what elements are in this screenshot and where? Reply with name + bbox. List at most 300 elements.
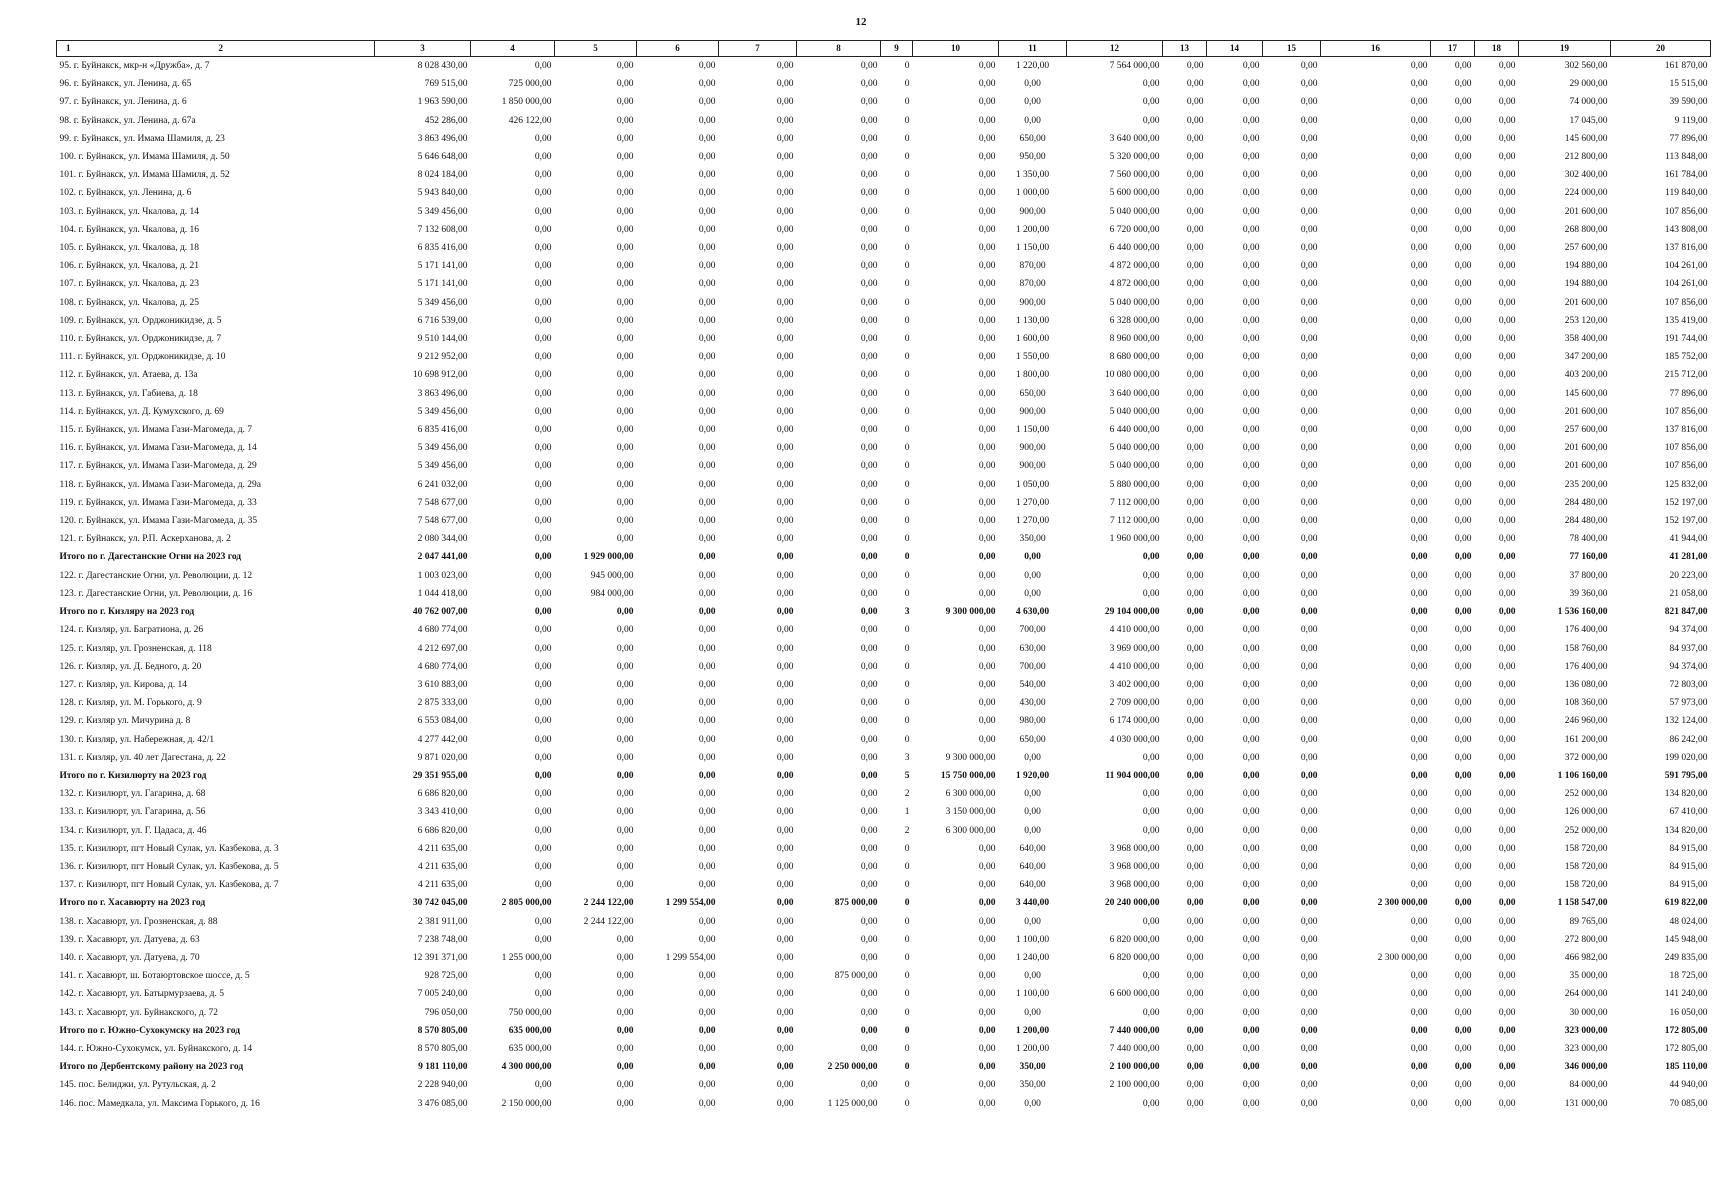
value-cell: 0,00	[1410, 334, 1428, 345]
value-cell: 0,00	[1498, 880, 1516, 891]
value-cell: 0,00	[1142, 1007, 1160, 1018]
value-cell: 0,00	[860, 334, 878, 345]
value-cell: 1 200,00	[1015, 1043, 1050, 1054]
value-cell: 0,00	[978, 115, 996, 126]
value-cell: 0,00	[776, 97, 794, 108]
table-row	[57, 330, 1711, 348]
value-cell: 0,00	[698, 989, 716, 1000]
value-cell: 5 600 000,00	[1109, 188, 1160, 199]
value-cell: 0,00	[1242, 297, 1260, 308]
value-cell: 0,00	[1186, 115, 1204, 126]
value-cell: 7 112 000,00	[1109, 497, 1160, 508]
value-cell: 0,00	[1454, 625, 1472, 636]
value-cell: 0,00	[1186, 843, 1204, 854]
value-cell: 0,00	[616, 115, 634, 126]
value-cell: 0,00	[860, 934, 878, 945]
value-cell: 0,00	[978, 61, 996, 71]
value-cell: 0,00	[1186, 206, 1204, 217]
value-cell: 0	[904, 170, 910, 181]
value-cell: 0,00	[1454, 243, 1472, 254]
value-cell: 0	[904, 388, 910, 399]
value-cell: 0,00	[1300, 698, 1318, 709]
value-cell: 0	[904, 679, 910, 690]
value-cell: 176 400,00	[1564, 661, 1608, 672]
value-cell: 0,00	[616, 1080, 634, 1091]
value-cell: 0,00	[1498, 243, 1516, 254]
value-cell: 0,00	[1454, 989, 1472, 1000]
value-cell: 0,00	[776, 388, 794, 399]
value-cell: 0,00	[1242, 625, 1260, 636]
value-cell: 0	[904, 1025, 910, 1036]
value-cell: 0,00	[1242, 188, 1260, 199]
value-cell: 0,00	[616, 625, 634, 636]
value-cell: 0,00	[776, 479, 794, 490]
value-cell: 350,00	[1019, 1062, 1046, 1073]
address-cell: 139. г. Хасавюрт, ул. Датуева, д. 63	[59, 934, 200, 945]
value-cell: 0,00	[776, 1043, 794, 1054]
value-cell: 0,00	[776, 1098, 794, 1109]
value-cell: 0,00	[698, 388, 716, 399]
value-cell: 0,00	[616, 643, 634, 654]
value-cell: 0,00	[534, 770, 552, 781]
value-cell: 0,00	[1498, 224, 1516, 235]
table-row	[57, 494, 1711, 512]
value-cell: 0,00	[1242, 152, 1260, 163]
value-cell: 0,00	[1300, 534, 1318, 545]
address-cell: 144. г. Южно-Сухокумск, ул. Буйнакского, д. 14	[59, 1043, 253, 1054]
value-cell: 0,00	[698, 934, 716, 945]
value-cell: 135 419,00	[1664, 315, 1708, 326]
value-cell: 4 410 000,00	[1109, 625, 1160, 636]
table-row	[57, 385, 1711, 403]
value-cell: 3 863 496,00	[417, 388, 468, 399]
value-cell: 0,00	[1142, 807, 1160, 818]
value-cell: 30 742 045,00	[412, 898, 468, 909]
address-cell: 96. г. Буйнакск, ул. Ленина, д. 65	[59, 79, 192, 90]
value-cell: 0,00	[978, 898, 996, 909]
value-cell: 0,00	[1410, 588, 1428, 599]
value-cell: 0,00	[1242, 1043, 1260, 1054]
value-cell: 769 515,00	[424, 79, 468, 90]
value-cell: 0,00	[616, 607, 634, 618]
address-cell: Итого по Дербентскому району на 2023 год	[59, 1062, 244, 1073]
table-row	[57, 130, 1711, 148]
value-cell: 0,00	[776, 679, 794, 690]
value-cell: 0,00	[534, 880, 552, 891]
table-row	[57, 184, 1711, 202]
value-cell: 372 000,00	[1564, 752, 1608, 763]
value-cell: 0,00	[1410, 716, 1428, 727]
value-cell: 0,00	[698, 1080, 716, 1091]
value-cell: 0,00	[1242, 352, 1260, 363]
value-cell: 21 058,00	[1669, 588, 1708, 599]
value-cell: 1 960 000,00	[1109, 534, 1160, 545]
value-cell: 2	[904, 789, 910, 800]
value-cell: 0,00	[1242, 1062, 1260, 1073]
address-cell: Итого по г. Южно-Сухокумску на 2023 год	[59, 1025, 241, 1036]
value-cell: 152 197,00	[1664, 516, 1708, 527]
value-cell: 0,00	[1410, 1007, 1428, 1018]
value-cell: 0,00	[1186, 188, 1204, 199]
header-cell: 17	[1431, 41, 1475, 57]
value-cell: 0,00	[978, 461, 996, 472]
value-cell: 0,00	[1410, 206, 1428, 217]
value-cell: 0,00	[616, 279, 634, 290]
value-cell: 0,00	[534, 315, 552, 326]
value-cell: 0,00	[1242, 898, 1260, 909]
value-cell: 0,00	[776, 497, 794, 508]
value-cell: 0,00	[1242, 679, 1260, 690]
table-row	[57, 949, 1711, 967]
value-cell: 5 320 000,00	[1109, 152, 1160, 163]
value-cell: 5 040 000,00	[1109, 461, 1160, 472]
value-cell: 0,00	[978, 679, 996, 690]
value-cell: 0,00	[616, 297, 634, 308]
value-cell: 0,00	[698, 443, 716, 454]
value-cell: 0,00	[1454, 1098, 1472, 1109]
value-cell: 201 600,00	[1564, 206, 1608, 217]
value-cell: 0,00	[534, 497, 552, 508]
value-cell: 3 476 085,00	[417, 1098, 468, 1109]
value-cell: 900,00	[1019, 297, 1046, 308]
value-cell: 0,00	[1242, 643, 1260, 654]
table-row	[57, 640, 1711, 658]
value-cell: 0,00	[616, 934, 634, 945]
address-cell: 129. г. Кизляр ул. Мичурина д. 8	[59, 716, 191, 727]
value-cell: 152 197,00	[1664, 497, 1708, 508]
value-cell: 10 698 912,00	[412, 370, 468, 381]
value-cell: 3 610 883,00	[417, 679, 468, 690]
value-cell: 0,00	[1498, 534, 1516, 545]
value-cell: 15 515,00	[1669, 79, 1708, 90]
value-cell: 2 100 000,00	[1109, 1062, 1160, 1073]
value-cell: 0,00	[1300, 770, 1318, 781]
value-cell: 0,00	[616, 224, 634, 235]
value-cell: 0,00	[1454, 934, 1472, 945]
value-cell: 29 000,00	[1569, 79, 1608, 90]
value-cell: 0,00	[860, 770, 878, 781]
value-cell: 0,00	[978, 188, 996, 199]
value-cell: 0,00	[616, 370, 634, 381]
header-cell: 4	[471, 41, 555, 57]
value-cell: 0,00	[1410, 880, 1428, 891]
table-row	[57, 530, 1711, 548]
value-cell: 0,00	[1300, 261, 1318, 272]
value-cell: 0,00	[534, 861, 552, 872]
value-cell: 0,00	[534, 279, 552, 290]
address-cell: 114. г. Буйнакск, ул. Д. Кумухского, д. 69	[59, 406, 224, 417]
value-cell: 0,00	[698, 497, 716, 508]
value-cell: 1 270,00	[1015, 497, 1050, 508]
value-cell: 0,00	[534, 825, 552, 836]
value-cell: 0,00	[1498, 79, 1516, 90]
value-cell: 0,00	[534, 516, 552, 527]
value-cell: 77 160,00	[1569, 552, 1608, 563]
value-cell: 0,00	[1242, 789, 1260, 800]
value-cell: 0,00	[616, 1043, 634, 1054]
value-cell: 158 720,00	[1564, 843, 1608, 854]
value-cell: 302 560,00	[1564, 61, 1608, 71]
value-cell: 0,00	[1300, 661, 1318, 672]
value-cell: 0,00	[1454, 843, 1472, 854]
value-cell: 0,00	[698, 79, 716, 90]
value-cell: 0,00	[776, 752, 794, 763]
value-cell: 137 816,00	[1664, 425, 1708, 436]
value-cell: 0	[904, 79, 910, 90]
value-cell: 1 200,00	[1015, 1025, 1050, 1036]
value-cell: 0,00	[776, 243, 794, 254]
value-cell: 0,00	[776, 861, 794, 872]
value-cell: 900,00	[1019, 406, 1046, 417]
value-cell: 86 242,00	[1669, 734, 1708, 745]
table-row	[57, 676, 1711, 694]
value-cell: 0,00	[1300, 516, 1318, 527]
value-cell: 0,00	[1186, 698, 1204, 709]
value-cell: 0,00	[1454, 516, 1472, 527]
value-cell: 3 968 000,00	[1109, 843, 1160, 854]
value-cell: 0,00	[1454, 370, 1472, 381]
value-cell: 0,00	[1142, 825, 1160, 836]
value-cell: 0,00	[776, 1025, 794, 1036]
value-cell: 0,00	[698, 825, 716, 836]
value-cell: 346 000,00	[1564, 1062, 1608, 1073]
table-row	[57, 822, 1711, 840]
value-cell: 0,00	[978, 206, 996, 217]
value-cell: 0,00	[698, 807, 716, 818]
value-cell: 0,00	[1242, 61, 1260, 71]
value-cell: 0,00	[1186, 716, 1204, 727]
value-cell: 41 944,00	[1669, 534, 1708, 545]
value-cell: 0,00	[534, 479, 552, 490]
value-cell: 0,00	[1242, 516, 1260, 527]
value-cell: 0,00	[860, 115, 878, 126]
value-cell: 0,00	[1242, 133, 1260, 144]
value-cell: 0,00	[978, 1080, 996, 1091]
value-cell: 0,00	[616, 425, 634, 436]
value-cell: 0,00	[616, 716, 634, 727]
value-cell: 0,00	[616, 516, 634, 527]
value-cell: 0,00	[1410, 625, 1428, 636]
value-cell: 201 600,00	[1564, 443, 1608, 454]
value-cell: 185 752,00	[1664, 352, 1708, 363]
value-cell: 350,00	[1019, 1080, 1046, 1091]
value-cell: 0,00	[1242, 916, 1260, 927]
value-cell: 84 937,00	[1669, 643, 1708, 654]
value-cell: 0,00	[1454, 152, 1472, 163]
value-cell: 0,00	[1498, 188, 1516, 199]
value-cell: 0,00	[1300, 607, 1318, 618]
address-cell: 118. г. Буйнакск, ул. Имама Гази-Магомеда, д. 29а	[59, 479, 261, 490]
value-cell: 0,00	[616, 880, 634, 891]
value-cell: 70 085,00	[1669, 1098, 1708, 1109]
value-cell: 0,00	[698, 752, 716, 763]
subtotal-row	[57, 603, 1711, 621]
value-cell: 0	[904, 643, 910, 654]
value-cell: 0,00	[616, 1007, 634, 1018]
value-cell: 0,00	[1410, 79, 1428, 90]
value-cell: 0,00	[1186, 861, 1204, 872]
value-cell: 0,00	[698, 625, 716, 636]
value-cell: 0	[904, 516, 910, 527]
table-row	[57, 57, 1711, 76]
address-cell: 104. г. Буйнакск, ул. Чкалова, д. 16	[59, 224, 200, 235]
value-cell: 16 050,00	[1669, 1007, 1708, 1018]
value-cell: 134 820,00	[1664, 825, 1708, 836]
value-cell: 0,00	[616, 679, 634, 690]
table-row	[57, 312, 1711, 330]
value-cell: 0	[904, 861, 910, 872]
value-cell: 1 299 554,00	[665, 898, 716, 909]
value-cell: 0,00	[1410, 406, 1428, 417]
financing-table	[56, 40, 1711, 1113]
value-cell: 8 028 430,00	[417, 61, 468, 71]
value-cell: 0,00	[1300, 443, 1318, 454]
value-cell: 4 680 774,00	[417, 661, 468, 672]
value-cell: 0,00	[1242, 734, 1260, 745]
value-cell: 0,00	[1142, 97, 1160, 108]
value-cell: 5 349 456,00	[417, 443, 468, 454]
value-cell: 0,00	[616, 1062, 634, 1073]
value-cell: 0,00	[698, 843, 716, 854]
value-cell: 875 000,00	[834, 898, 878, 909]
value-cell: 0,00	[978, 698, 996, 709]
value-cell: 0,00	[616, 989, 634, 1000]
value-cell: 0,00	[860, 516, 878, 527]
value-cell: 0,00	[978, 97, 996, 108]
value-cell: 0,00	[860, 916, 878, 927]
value-cell: 0,00	[1454, 971, 1472, 982]
value-cell: 84 915,00	[1669, 861, 1708, 872]
value-cell: 0,00	[1454, 716, 1472, 727]
value-cell: 0,00	[1142, 552, 1160, 563]
value-cell: 104 261,00	[1664, 279, 1708, 290]
value-cell: 0,00	[1186, 607, 1204, 618]
value-cell: 0,00	[1186, 1007, 1204, 1018]
value-cell: 0,00	[1454, 279, 1472, 290]
value-cell: 0,00	[1454, 552, 1472, 563]
value-cell: 0,00	[1142, 1098, 1160, 1109]
subtotal-row	[57, 1058, 1711, 1076]
address-cell: 123. г. Дагестанские Огни, ул. Революции, д. 16	[59, 588, 253, 599]
value-cell: 0,00	[1300, 752, 1318, 763]
value-cell: 0,00	[1454, 497, 1472, 508]
value-cell: 0,00	[978, 279, 996, 290]
table-row	[57, 439, 1711, 457]
value-cell: 0,00	[978, 552, 996, 563]
value-cell: 875 000,00	[834, 971, 878, 982]
value-cell: 0,00	[1454, 297, 1472, 308]
value-cell: 0,00	[1498, 989, 1516, 1000]
value-cell: 0,00	[860, 461, 878, 472]
value-cell: 0	[904, 315, 910, 326]
value-cell: 0,00	[1498, 734, 1516, 745]
value-cell: 0,00	[1024, 97, 1041, 108]
value-cell: 1 536 160,00	[1557, 607, 1608, 618]
value-cell: 0,00	[1186, 880, 1204, 891]
value-cell: 0,00	[1186, 170, 1204, 181]
value-cell: 0,00	[860, 880, 878, 891]
value-cell: 257 600,00	[1564, 243, 1608, 254]
value-cell: 0,00	[1242, 1098, 1260, 1109]
value-cell: 928 725,00	[424, 971, 468, 982]
value-cell: 158 720,00	[1564, 861, 1608, 872]
value-cell: 0,00	[1454, 861, 1472, 872]
value-cell: 0,00	[616, 315, 634, 326]
value-cell: 0,00	[1300, 1025, 1318, 1036]
value-cell: 0,00	[698, 643, 716, 654]
table-row	[57, 75, 1711, 93]
value-cell: 4 410 000,00	[1109, 661, 1160, 672]
value-cell: 9 871 020,00	[417, 752, 468, 763]
table-row	[57, 858, 1711, 876]
value-cell: 246 960,00	[1564, 716, 1608, 727]
value-cell: 0,00	[1186, 133, 1204, 144]
header-cell: 19	[1519, 41, 1611, 57]
value-cell: 0,00	[860, 261, 878, 272]
header-cell: 14	[1207, 41, 1263, 57]
value-cell: 0,00	[776, 952, 794, 963]
value-cell: 0,00	[1498, 133, 1516, 144]
value-cell: 0,00	[534, 607, 552, 618]
value-cell: 0	[904, 1007, 910, 1018]
value-cell: 5	[904, 770, 910, 781]
table-row	[57, 294, 1711, 312]
value-cell: 126 000,00	[1564, 807, 1608, 818]
value-cell: 0,00	[860, 1043, 878, 1054]
table-row	[57, 876, 1711, 894]
value-cell: 0,00	[1410, 61, 1428, 71]
value-cell: 0,00	[776, 989, 794, 1000]
value-cell: 2 875 333,00	[417, 698, 468, 709]
value-cell: 113 848,00	[1665, 152, 1708, 163]
value-cell: 0,00	[1498, 279, 1516, 290]
value-cell: 0,00	[534, 170, 552, 181]
value-cell: 0,00	[1186, 916, 1204, 927]
value-cell: 0	[904, 61, 910, 71]
value-cell: 20 223,00	[1669, 570, 1708, 581]
value-cell: 0,00	[534, 552, 552, 563]
table-row	[57, 712, 1711, 730]
value-cell: 0,00	[1498, 898, 1516, 909]
value-cell: 0,00	[616, 243, 634, 254]
address-cell: 145. пос. Белиджи, ул. Рутульская, д. 2	[59, 1080, 216, 1091]
value-cell: 0,00	[1410, 97, 1428, 108]
value-cell: 1 600,00	[1015, 334, 1050, 345]
header-cell: 6	[637, 41, 719, 57]
value-cell: 0,00	[1300, 97, 1318, 108]
value-cell: 0,00	[776, 898, 794, 909]
value-cell: 0,00	[860, 243, 878, 254]
header-cell: 3	[375, 41, 471, 57]
value-cell: 0,00	[1498, 607, 1516, 618]
table-row	[57, 913, 1711, 931]
value-cell: 6 440 000,00	[1109, 243, 1160, 254]
value-cell: 0,00	[1454, 170, 1472, 181]
value-cell: 0,00	[1454, 679, 1472, 690]
value-cell: 2 100 000,00	[1109, 1080, 1160, 1091]
value-cell: 0,00	[1300, 880, 1318, 891]
value-cell: 0,00	[616, 825, 634, 836]
address-cell: 126. г. Кизляр, ул. Д. Бедного, д. 20	[59, 661, 202, 672]
value-cell: 7 560 000,00	[1109, 170, 1160, 181]
value-cell: 1 800,00	[1015, 370, 1050, 381]
address-cell: 100. г. Буйнакск, ул. Имама Шамиля, д. 50	[59, 152, 230, 163]
address-cell: 141. г. Хасавюрт, ш. Ботаюртовское шоссе, д. 5	[59, 971, 250, 982]
value-cell: 0,00	[1454, 425, 1472, 436]
value-cell: 0,00	[860, 370, 878, 381]
value-cell: 0,00	[1454, 261, 1472, 272]
address-cell: 99. г. Буйнакск, ул. Имама Шамиля, д. 23	[59, 133, 225, 144]
